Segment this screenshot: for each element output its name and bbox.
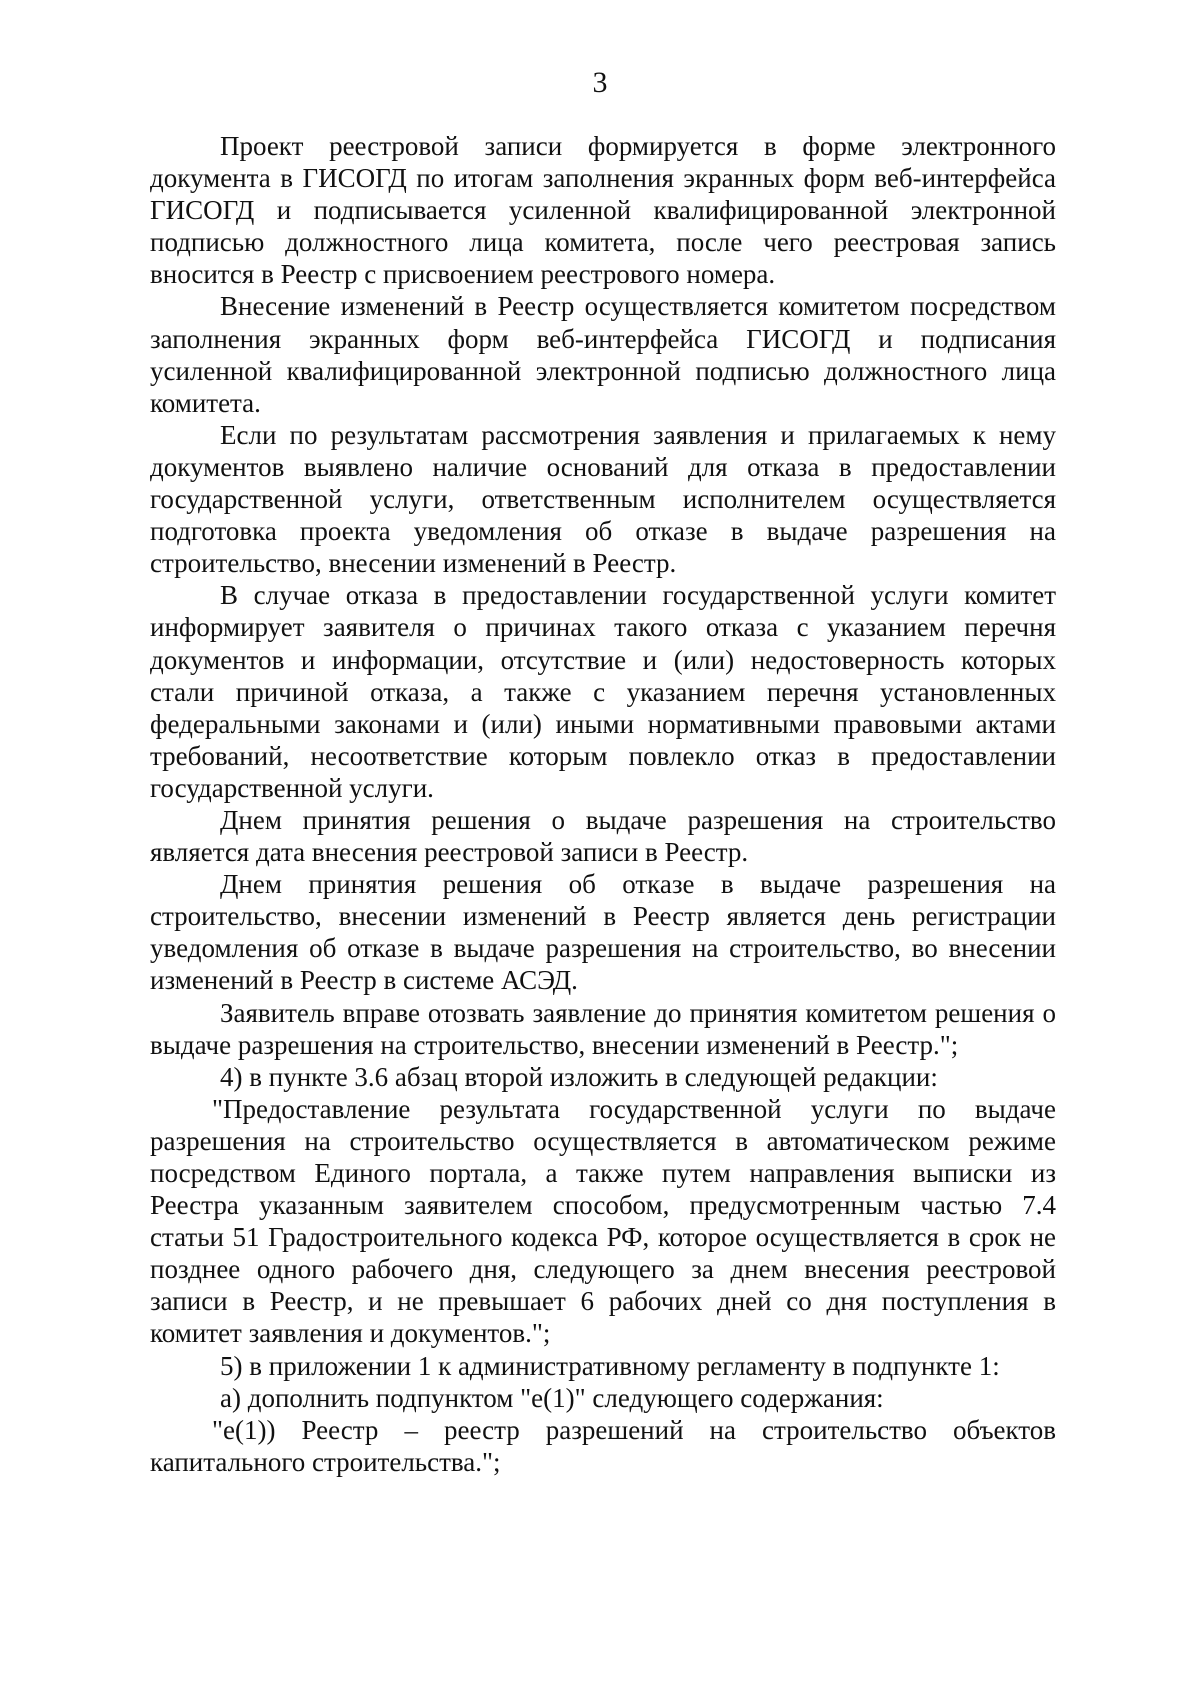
paragraph-decision-date: Днем принятия решения о выдаче разрешения на строительство является дата внесения реестровой записи в Реестр. [150,804,1056,868]
paragraph-refusal-grounds: Если по результатам рассмотрения заявления и прилагаемых к нему документов выявлено наличие оснований для отказа в предоставлении государственной услуги, ответственным исполнителем осуществляется подготовка проекта уведомления об отказе в выдаче разрешения на строительство, внесении изменений в Реестр. [150,419,1056,579]
paragraph-result-provision: "Предоставление результата государственной услуги по выдаче разрешения на строительство осуществляется в автоматическом режиме посредством Единого портала, а также путем направления выписки из Реестра указанным заявителем способом, предусмотренным частью 7.4 статьи 51 Градостроительного кодекса РФ, которое осуществляется в срок не позднее одного рабочего дня, следующего за днем внесения реестровой записи в Реестр, и не превышает 6 рабочих дней со дня поступления в комитет заявления и документов."; [150,1093,1056,1349]
paragraph-registry-changes: Внесение изменений в Реестр осуществляется комитетом посредством заполнения экранных форм веб-интерфейса ГИСОГД и подписания усиленной квалифицированной электронной подписью должностного лица комитета. [150,291,1056,418]
paragraph-refusal-notification: В случае отказа в предоставлении государственной услуги комитет информирует заявителя о причинах такого отказа с указанием перечня документов и информации, отсутствие и (или) недостоверность которых стали причиной отказа, а также с указанием перечня установленных федеральными законами и (или) иными нормативными правовыми актами требований, несоответствие которым повлекло отказ в предоставлении государственной услуги. [150,580,1056,803]
page-number: 3 [592,66,608,99]
paragraph-application-withdrawal: Заявитель вправе отозвать заявление до принятия комитетом решения о выдаче разрешения на строительство, внесении изменений в Реестр."; [150,997,1056,1060]
paragraph-item-4: 4) в пункте 3.6 абзац второй изложить в следующей редакции: [220,1061,938,1092]
document-body [150,130,1056,1478]
paragraph-refusal-decision-date: Днем принятия решения об отказе в выдаче разрешения на строительство, внесении изменений в Реестр является день регистрации уведомления об отказе в выдаче разрешения на строительство, во внесении изменений в Реестр в системе АСЭД. [150,869,1056,996]
paragraph-subitem-a: а) дополнить подпунктом "е(1)" следующего содержания: [220,1382,884,1413]
paragraph-item-5: 5) в приложении 1 к административному регламенту в подпункте 1: [220,1350,1000,1381]
paragraph-registry-definition: "е(1)) Реестр – реестр разрешений на строительство объектов капитального строительства."; [150,1414,1056,1477]
paragraph-registry-record-draft: Проект реестровой записи формируется в форме электронного документа в ГИСОГД по итогам заполнения экранных форм веб-интерфейса ГИСОГД и подписывается усиленной квалифицированной электронной подписью должностного лица комитета, после чего реестровая запись вносится в Реестр с присвоением реестрового номера. [150,131,1056,290]
